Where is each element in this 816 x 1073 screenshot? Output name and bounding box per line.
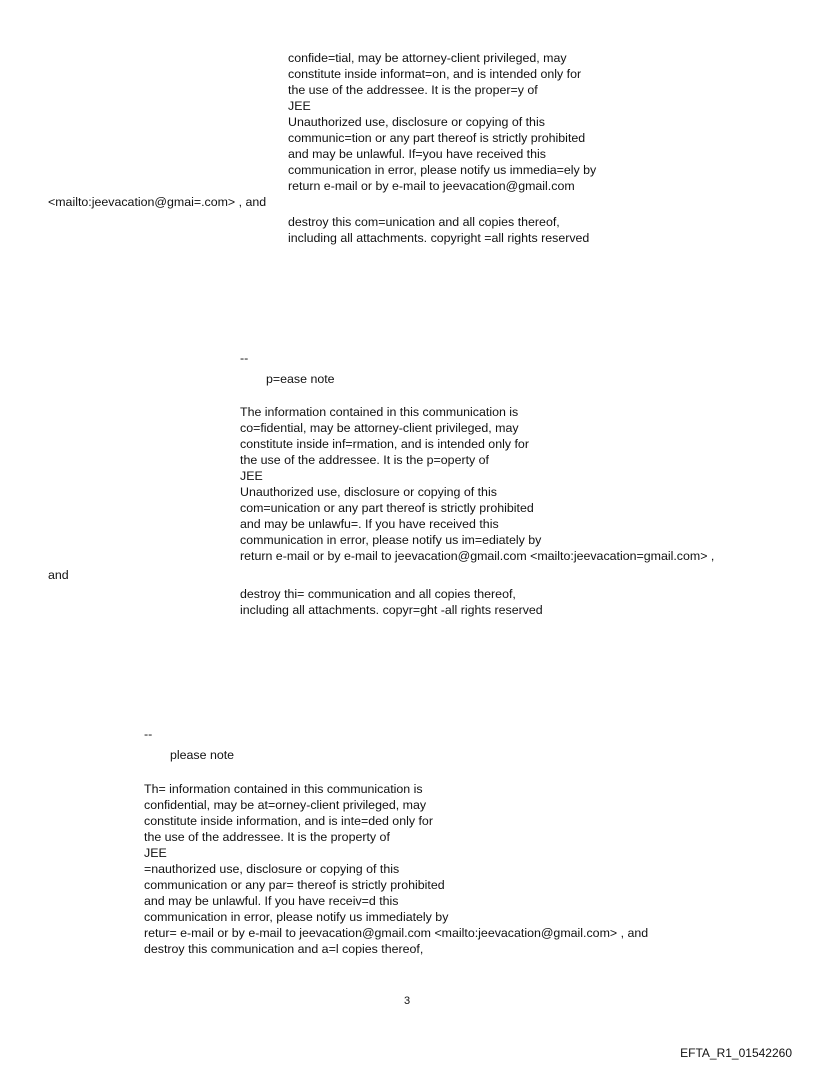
block2-line-3: constitute inside inf=rmation, and is intended only for (240, 437, 529, 451)
block2-and-line: and (48, 568, 69, 582)
block3-dashes: -- (144, 727, 153, 741)
block2-line-7: com=unication or any part thereof is strictly prohibited (240, 501, 534, 515)
block2-line-8: and may be unlawfu=. If you have received this (240, 517, 499, 531)
block1-mailto-line: <mailto:jeevacation@gmai=.com> , and (48, 195, 267, 209)
block2-line-2: co=fidential, may be attorney-client privileged, may (240, 421, 519, 435)
block3-line-4: the use of the addressee. It is the property of (144, 830, 390, 844)
block1-line-8: communication in error, please notify us immedia=ely by (288, 163, 597, 177)
block3-note: please note (170, 748, 235, 762)
block1-tail-line-2: including all attachments. copyright =all rights reserved (288, 231, 590, 245)
document-id: EFTA_R1_01542260 (680, 1046, 792, 1060)
block1-line-2: constitute inside informat=on, and is intended only for (288, 67, 582, 81)
block2-line-1: The information contained in this communication is (240, 405, 519, 419)
block1-line-4: JEE (288, 99, 311, 113)
page-number: 3 (404, 995, 411, 1007)
block3-line-10: retur= e-mail or by e-mail to jeevacation@gmail.com <mailto:jeevacation@gmail.com> , and (144, 926, 649, 940)
block1-line-9: return e-mail or by e-mail to jeevacation@gmail.com (288, 179, 575, 193)
block1-tail-line-1: destroy this com=unication and all copies thereof, (288, 215, 560, 229)
block3-line-11: destroy this communication and a=l copies thereof, (144, 942, 424, 956)
block2-line-6: Unauthorized use, disclosure or copying of this (240, 485, 497, 499)
block2-tail-line-2: including all attachments. copyr=ght -all rights reserved (240, 603, 543, 617)
block3-line-9: communication in error, please notify us immediately by (144, 910, 449, 924)
block2-line-9: communication in error, please notify us im=ediately by (240, 533, 542, 547)
block1-line-5: Unauthorized use, disclosure or copying of this (288, 115, 545, 129)
block1-line-6: communic=tion or any part thereof is strictly prohibited (288, 131, 586, 145)
block3-line-5: JEE (144, 846, 167, 860)
block2-dashes: -- (240, 351, 249, 365)
block2-line-10: return e-mail or by e-mail to jeevacation@gmail.com <mailto:jeevacation=gmail.com> , (240, 549, 715, 563)
block3-line-7: communication or any par= thereof is strictly prohibited (144, 878, 445, 892)
block1-line-1: confide=tial, may be attorney-client privileged, may (288, 51, 567, 65)
block2-tail-line-1: destroy thi= communication and all copies thereof, (240, 587, 516, 601)
block2-line-5: JEE (240, 469, 263, 483)
block1-line-7: and may be unlawful. If=you have received this (288, 147, 546, 161)
block2-line-4: the use of the addressee. It is the p=operty of (240, 453, 490, 467)
block3-line-3: constitute inside information, and is inte=ded only for (144, 814, 433, 828)
block3-line-6: =nauthorized use, disclosure or copying of this (144, 862, 400, 876)
block3-line-2: confidential, may be at=orney-client privileged, may (144, 798, 427, 812)
block1-line-3: the use of the addressee. It is the proper=y of (288, 83, 538, 97)
block3-line-8: and may be unlawful. If you have receiv=d this (144, 894, 399, 908)
block3-line-1: Th= information contained in this communication is (144, 782, 423, 796)
block2-note: p=ease note (266, 372, 335, 386)
